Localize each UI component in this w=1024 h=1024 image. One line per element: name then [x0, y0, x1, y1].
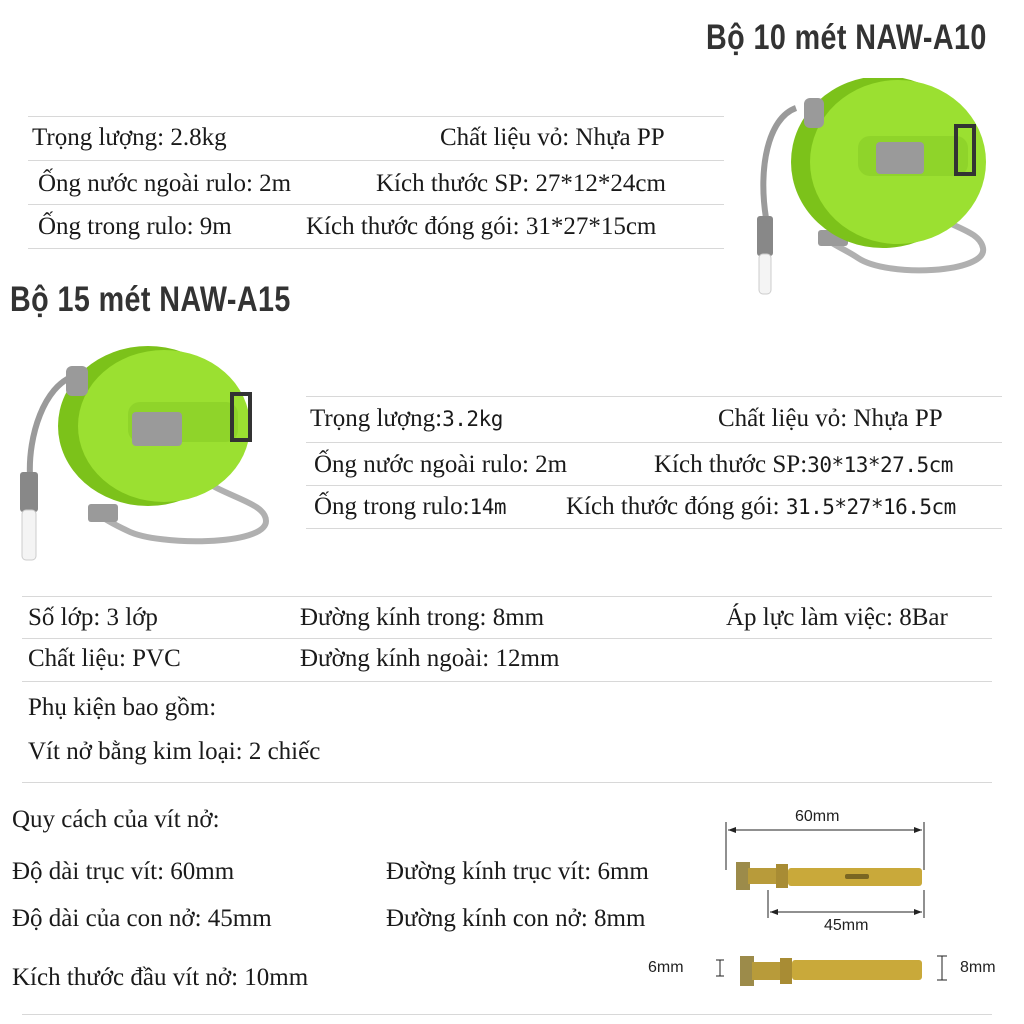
dim-60mm: 60mm	[795, 808, 840, 825]
a15-size-label: Kích thước SP:	[654, 451, 808, 478]
bolt-spec-title: Quy cách của vít nở:	[12, 806, 220, 833]
divider	[22, 681, 992, 682]
a10-pack-value: 31*27*15cm	[525, 213, 657, 240]
accessories-label: Phụ kiện bao gồm:	[28, 694, 217, 721]
a15-title: Bộ 15 mét NAW-A15	[10, 280, 291, 319]
divider	[306, 528, 1002, 529]
bolt-sleeve-diameter: Đường kính con nở: 8mm	[386, 905, 646, 932]
divider	[22, 638, 992, 639]
divider	[28, 248, 724, 249]
a15-weight	[310, 405, 503, 433]
a10-weight: Trọng lượng: 2.8kg	[32, 124, 227, 151]
a15-outer-hose: Ống nước ngoài rulo: 2m	[314, 451, 568, 478]
hose-pressure: Áp lực làm việc: 8Bar	[726, 604, 948, 631]
a15-shell: Chất liệu vỏ: Nhựa PP	[718, 405, 943, 432]
a10-shell: Chất liệu vỏ: Nhựa PP	[440, 124, 665, 151]
a15-pack-value: 31.5*27*16.5cm	[785, 495, 956, 519]
divider	[306, 396, 1002, 397]
bolt-shaft-diameter: Đường kính trục vít: 6mm	[386, 858, 649, 885]
divider	[22, 782, 992, 783]
a15-inner-hose	[314, 493, 506, 521]
bolt-sleeve-length: Độ dài của con nở: 45mm	[12, 905, 272, 932]
bolt-head-size: Kích thước đầu vít nở: 10mm	[12, 964, 309, 991]
dim-6mm: 6mm	[648, 959, 684, 976]
screws-count: Vít nở bằng kim loại: 2 chiếc	[28, 738, 321, 765]
dim-45mm: 45mm	[824, 917, 869, 934]
a15-weight-label: Trọng lượng:	[310, 405, 443, 432]
a15-size-value: 30*13*27.5cm	[807, 453, 953, 477]
a10-outer-hose: Ống nước ngoài rulo: 2m	[38, 170, 292, 197]
divider	[22, 596, 992, 597]
a10-size-label: Kích thước SP:	[376, 170, 536, 197]
hose-reel-image	[8, 346, 270, 566]
a10-pack-label: Kích thước đóng gói:	[306, 213, 526, 240]
a15-inner-value: 14m	[469, 495, 506, 519]
a10-size	[376, 170, 666, 198]
a15-weight-value: 3.2kg	[442, 407, 503, 431]
hose-inner-diameter: Đường kính trong: 8mm	[300, 604, 545, 631]
hose-outer-diameter: Đường kính ngoài: 12mm	[300, 645, 560, 672]
a15-pack	[566, 493, 956, 521]
divider	[306, 485, 1002, 486]
hose-layers: Số lớp: 3 lớp	[28, 604, 158, 631]
a10-size-value: 27*12*24cm	[535, 170, 666, 197]
hose-reel-image	[748, 78, 1018, 300]
a15-size	[654, 451, 953, 479]
dim-8mm: 8mm	[960, 959, 996, 976]
bolt-shaft-length: Độ dài trục vít: 60mm	[12, 858, 235, 885]
a15-pack-label: Kích thước đóng gói:	[566, 493, 780, 520]
divider	[28, 204, 724, 205]
a10-title: Bộ 10 mét NAW-A10	[706, 18, 987, 57]
hose-material: Chất liệu: PVC	[28, 645, 181, 672]
divider	[22, 1014, 992, 1015]
divider	[306, 442, 1002, 443]
a10-pack	[306, 213, 656, 241]
divider	[28, 160, 724, 161]
divider	[28, 116, 724, 117]
a10-inner-hose: Ống trong rulo: 9m	[38, 213, 232, 240]
a15-inner-label: Ống trong rulo:	[314, 493, 470, 520]
